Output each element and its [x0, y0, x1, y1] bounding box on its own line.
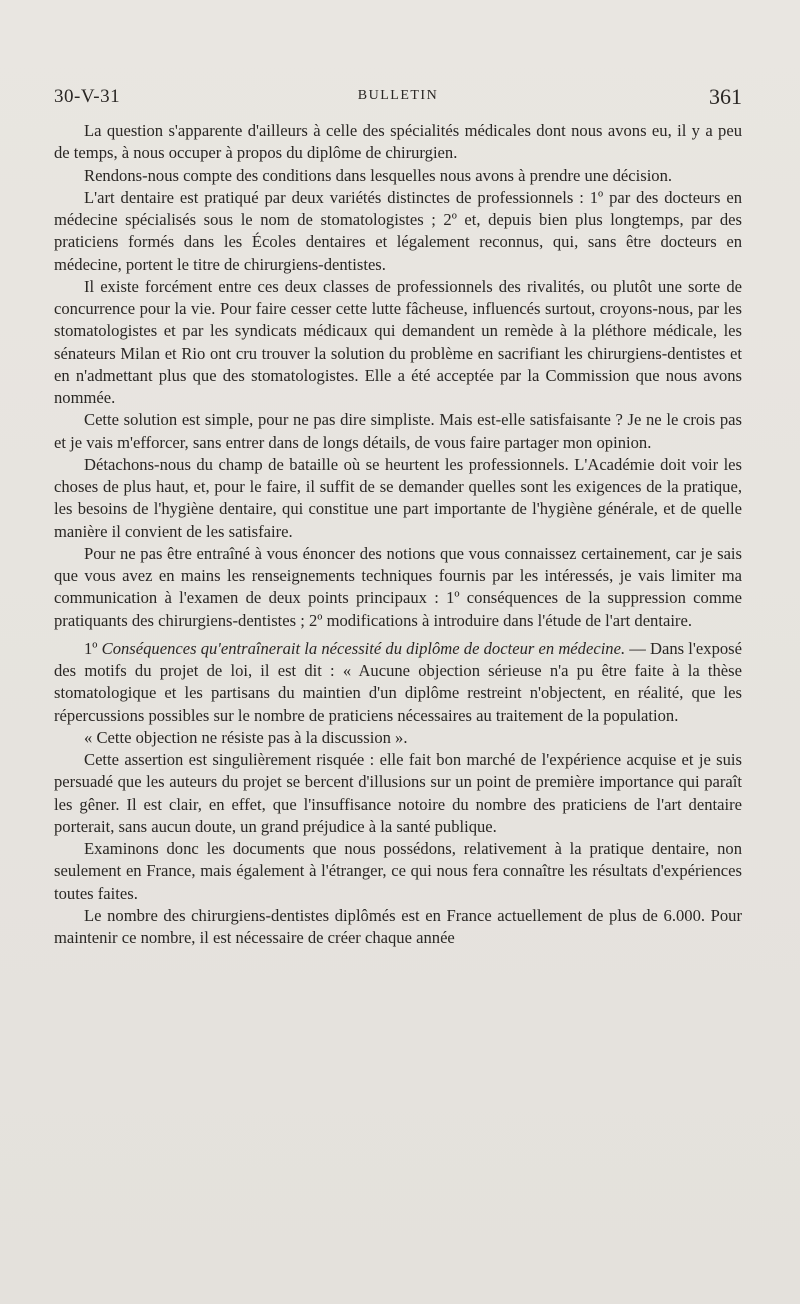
paragraph: Le nombre des chirurgiens-dentistes diplômés est en France actuellement de plus de 6.000. Pour maintenir ce nombre, il est nécessaire de créer chaque année	[54, 905, 742, 947]
paragraph: Détachons-nous du champ de bataille où se heurtent les professionnels. L'Académie doit voir les choses de plus haut, et, pour le faire, il suffit de se demander quelles sont les exigences de la pratique, les besoins de l'hygiène dentaire, qui constitue une part importante de l'hygiène générale, et de quelle manière il convient de les satisfaire.	[54, 454, 742, 541]
paragraph: Pour ne pas être entraîné à vous énoncer des notions que vous connaissez certainement, car je sais que vous avez en mains les renseignements techniques fournis par les intéressés, je vais limiter ma communication à l'examen de deux points principaux : 1º conséquences de la suppression comme pratiquants des chirurgiens-dentistes ; 2º modifications à introduire dans l'étude de l'art dentaire.	[54, 543, 742, 630]
paragraph: Rendons-nous compte des conditions dans lesquelles nous avons à prendre une décision.	[84, 165, 673, 185]
paragraph: L'art dentaire est pratiqué par deux variétés distinctes de professionnels : 1º par des docteurs en médecine spécialisés sous le nom de stomatologistes ; 2º et, depuis bien plus longtemps, par des praticiens formés dans les Écoles dentaires et légalement reconnus, qui, sans être docteurs en médecine, portent le titre de chirurgiens-dentistes.	[54, 187, 742, 274]
paragraph: Il existe forcément entre ces deux classes de professionnels des rivalités, ou plutôt une sorte de concurrence pour la vie. Pour faire cesser cette lutte fâcheuse, influencés surtout, croyons-nous, par les stomatologistes et par les syndicats médicaux qui demandent un remède à la pléthore médicale, les sénateurs Milan et Rio ont cru trouver la solution du problème en sacrifiant les chirurgiens-dentistes et en n'admettant plus que des stomatologistes. Elle a été acceptée par la Commission que nous avons nommée.	[54, 276, 742, 407]
header-date: 30-V-31	[54, 86, 121, 107]
header-title: BULLETIN	[357, 88, 439, 103]
page-number: 361	[709, 84, 742, 109]
body-text	[54, 120, 742, 949]
section-heading: Conséquences qu'entraînerait la nécessité du diplôme de docteur en médecine.	[101, 638, 626, 658]
section-number: 1º	[84, 638, 98, 658]
section-paragraph	[54, 638, 742, 727]
paragraph: Cette assertion est singulièrement risquée : elle fait bon marché de l'expérience acquise et je suis persuadé que les auteurs du projet se bercent d'illusions sur un point de première importance qui paraît les gêner. Il est clair, en effet, que l'insuffisance notoire du nombre des praticiens de l'art dentaire porterait, sans aucun doute, un grand préjudice à la santé publique.	[54, 750, 742, 836]
running-header	[54, 82, 742, 112]
paragraph: La question s'apparente d'ailleurs à celle des spécialités médicales dont nous avons eu, il y a peu de temps, à nous occuper à propos du diplôme de chirurgien.	[54, 121, 742, 163]
paragraph: Examinons donc les documents que nous possédons, relativement à la pratique dentaire, non seulement en France, mais également à l'étranger, ce qui nous fera connaître les résultats d'expériences toutes faites.	[54, 839, 742, 903]
section-text: — Dans l'exposé des motifs du projet de loi, il est dit : « Aucune objection sérieuse n'a pu être faite à la thèse stomatologique et les partisans du maintien d'un diplôme restreint n'objectent, en réalité, que les répercussions possibles sur le nombre de praticiens nécessaires au traitement de la population.	[54, 638, 742, 725]
paragraph: « Cette objection ne résiste pas à la discussion ».	[84, 727, 408, 747]
paragraph: Cette solution est simple, pour ne pas dire simpliste. Mais est-elle satisfaisante ? Je ne le crois pas et je vais m'efforcer, sans entrer dans de longs détails, de vous faire partager mon opinion.	[54, 410, 742, 452]
